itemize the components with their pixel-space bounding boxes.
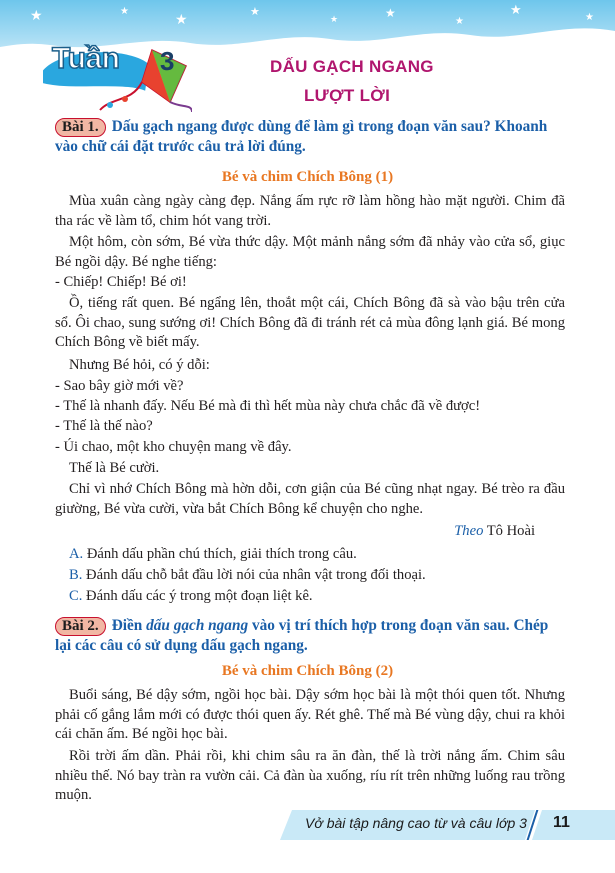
story1-paragraph: Ồ, tiếng rất quen. Bé ngẩng lên, thoắt một cái, Chích Bông đã sà vào bậu trên cửa sổ. Ôi chao, sung sướng ơi! Chích Bông đã đi tránh rét cả mùa đông lạnh giá. Bé mong Chích Bông về biết mấy. (55, 295, 565, 350)
svg-text:★: ★ (250, 6, 260, 18)
story1-paragraph: Một hôm, còn sớm, Bé vừa thức dậy. Một mảnh nắng sớm đã nhảy vào cửa sổ, giục Bé ngồi dậy. Bé nghe tiếng: (55, 234, 565, 270)
book-title: Vở bài tập nâng cao từ và câu lớp 3 (305, 815, 527, 831)
story2-paragraph: Buổi sáng, Bé dậy sớm, ngồi học bài. Dậy sớm học bài là một thói quen tốt. Nhưng phải cố gắng lắm mới có được thói quen ấy. Rét ghê. Thế mà Bé vùng dậy, chui ra khỏi cái chăn ấm. Bé ngồi học bài. (55, 687, 565, 742)
exercise1-badge: Bài 1. (55, 118, 106, 137)
story1-source: Theo Tô Hoài (454, 523, 535, 539)
option-a[interactable]: A. Đánh dấu phần chú thích, giải thích trong câu. (69, 546, 357, 562)
story1-dialogue-line: - Chiếp! Chiếp! Bé ơi! (55, 274, 187, 290)
story1-paragraph: Mùa xuân càng ngày càng đẹp. Nắng ấm rực rỡ làm hồng hào mặt người. Chim đã tha rác về làm tổ, chim hót vang trời. (55, 193, 565, 229)
story1-dialogue-line: - Thế là nhanh đấy. Nếu Bé mà đi thì hết mùa này chưa chắc đã về được! (55, 398, 481, 414)
story2-paragraph: Rồi trời ấm dần. Phải rồi, khi chim sâu ra ăn đàn, thế là trời nắng ấm. Chim sâu nhiều thế. Nó bay tràn ra vườn cải. Cả đàn ùa xuống, ríu rít trên những luống rau trồng muộn. (55, 748, 565, 803)
exercise1-prompt: Bài 1. Dấu gạch ngang được dùng để làm gì trong đoạn văn sau? Khoanh vào chữ cái đặt trước câu trả lời đúng. (55, 118, 548, 155)
svg-text:★: ★ (385, 6, 396, 20)
story1-paragraph: Thế là Bé cười. (69, 460, 160, 476)
story1-dialogue-line: - Thế là thế nào? (55, 418, 153, 434)
svg-text:★: ★ (120, 6, 129, 17)
svg-text:★: ★ (30, 9, 43, 24)
lesson-title-line2: LƯỢT LỜI (304, 86, 391, 105)
story1-dialogue-line: - Úi chao, một kho chuyện mang về đây. (55, 439, 292, 455)
svg-text:★: ★ (585, 12, 594, 23)
svg-text:★: ★ (330, 14, 339, 24)
svg-text:★: ★ (455, 16, 464, 27)
option-b[interactable]: B. Đánh dấu chỗ bắt đầu lời nói của nhân vật trong đối thoại. (69, 567, 426, 583)
page-number: 11 (553, 814, 570, 831)
exercise2-badge: Bài 2. (55, 617, 106, 636)
svg-text:★: ★ (510, 2, 522, 17)
exercise2-prompt: Bài 2. Điền dấu gạch ngang vào vị trí thích hợp trong đoạn văn sau. Chép lại các câu có sử dụng dấu gạch ngang. (55, 617, 549, 654)
story1-paragraph: Nhưng Bé hỏi, có ý dỗi: (69, 357, 210, 373)
lesson-title-line1: DẤU GẠCH NGANG (270, 57, 434, 76)
svg-text:★: ★ (175, 13, 188, 28)
story1-paragraph: Chỉ vì nhớ Chích Bông mà hờn dỗi, cơn giận của Bé cũng nhạt ngay. Bé trèo ra đầu giường, Bé vừa cười, vừa bắt Chích Bông kể chuyện cho nghe. (55, 481, 565, 517)
week-label: Tuần (52, 42, 120, 75)
option-c[interactable]: C. Đánh dấu các ý trong một đoạn liệt kê. (69, 588, 313, 604)
story2-title: Bé và chim Chích Bông (2) (221, 663, 394, 679)
story1-dialogue-line: - Sao bây giờ mới về? (55, 378, 184, 394)
week-number: 3 (160, 46, 175, 76)
story1-title: Bé và chim Chích Bông (1) (221, 169, 394, 185)
